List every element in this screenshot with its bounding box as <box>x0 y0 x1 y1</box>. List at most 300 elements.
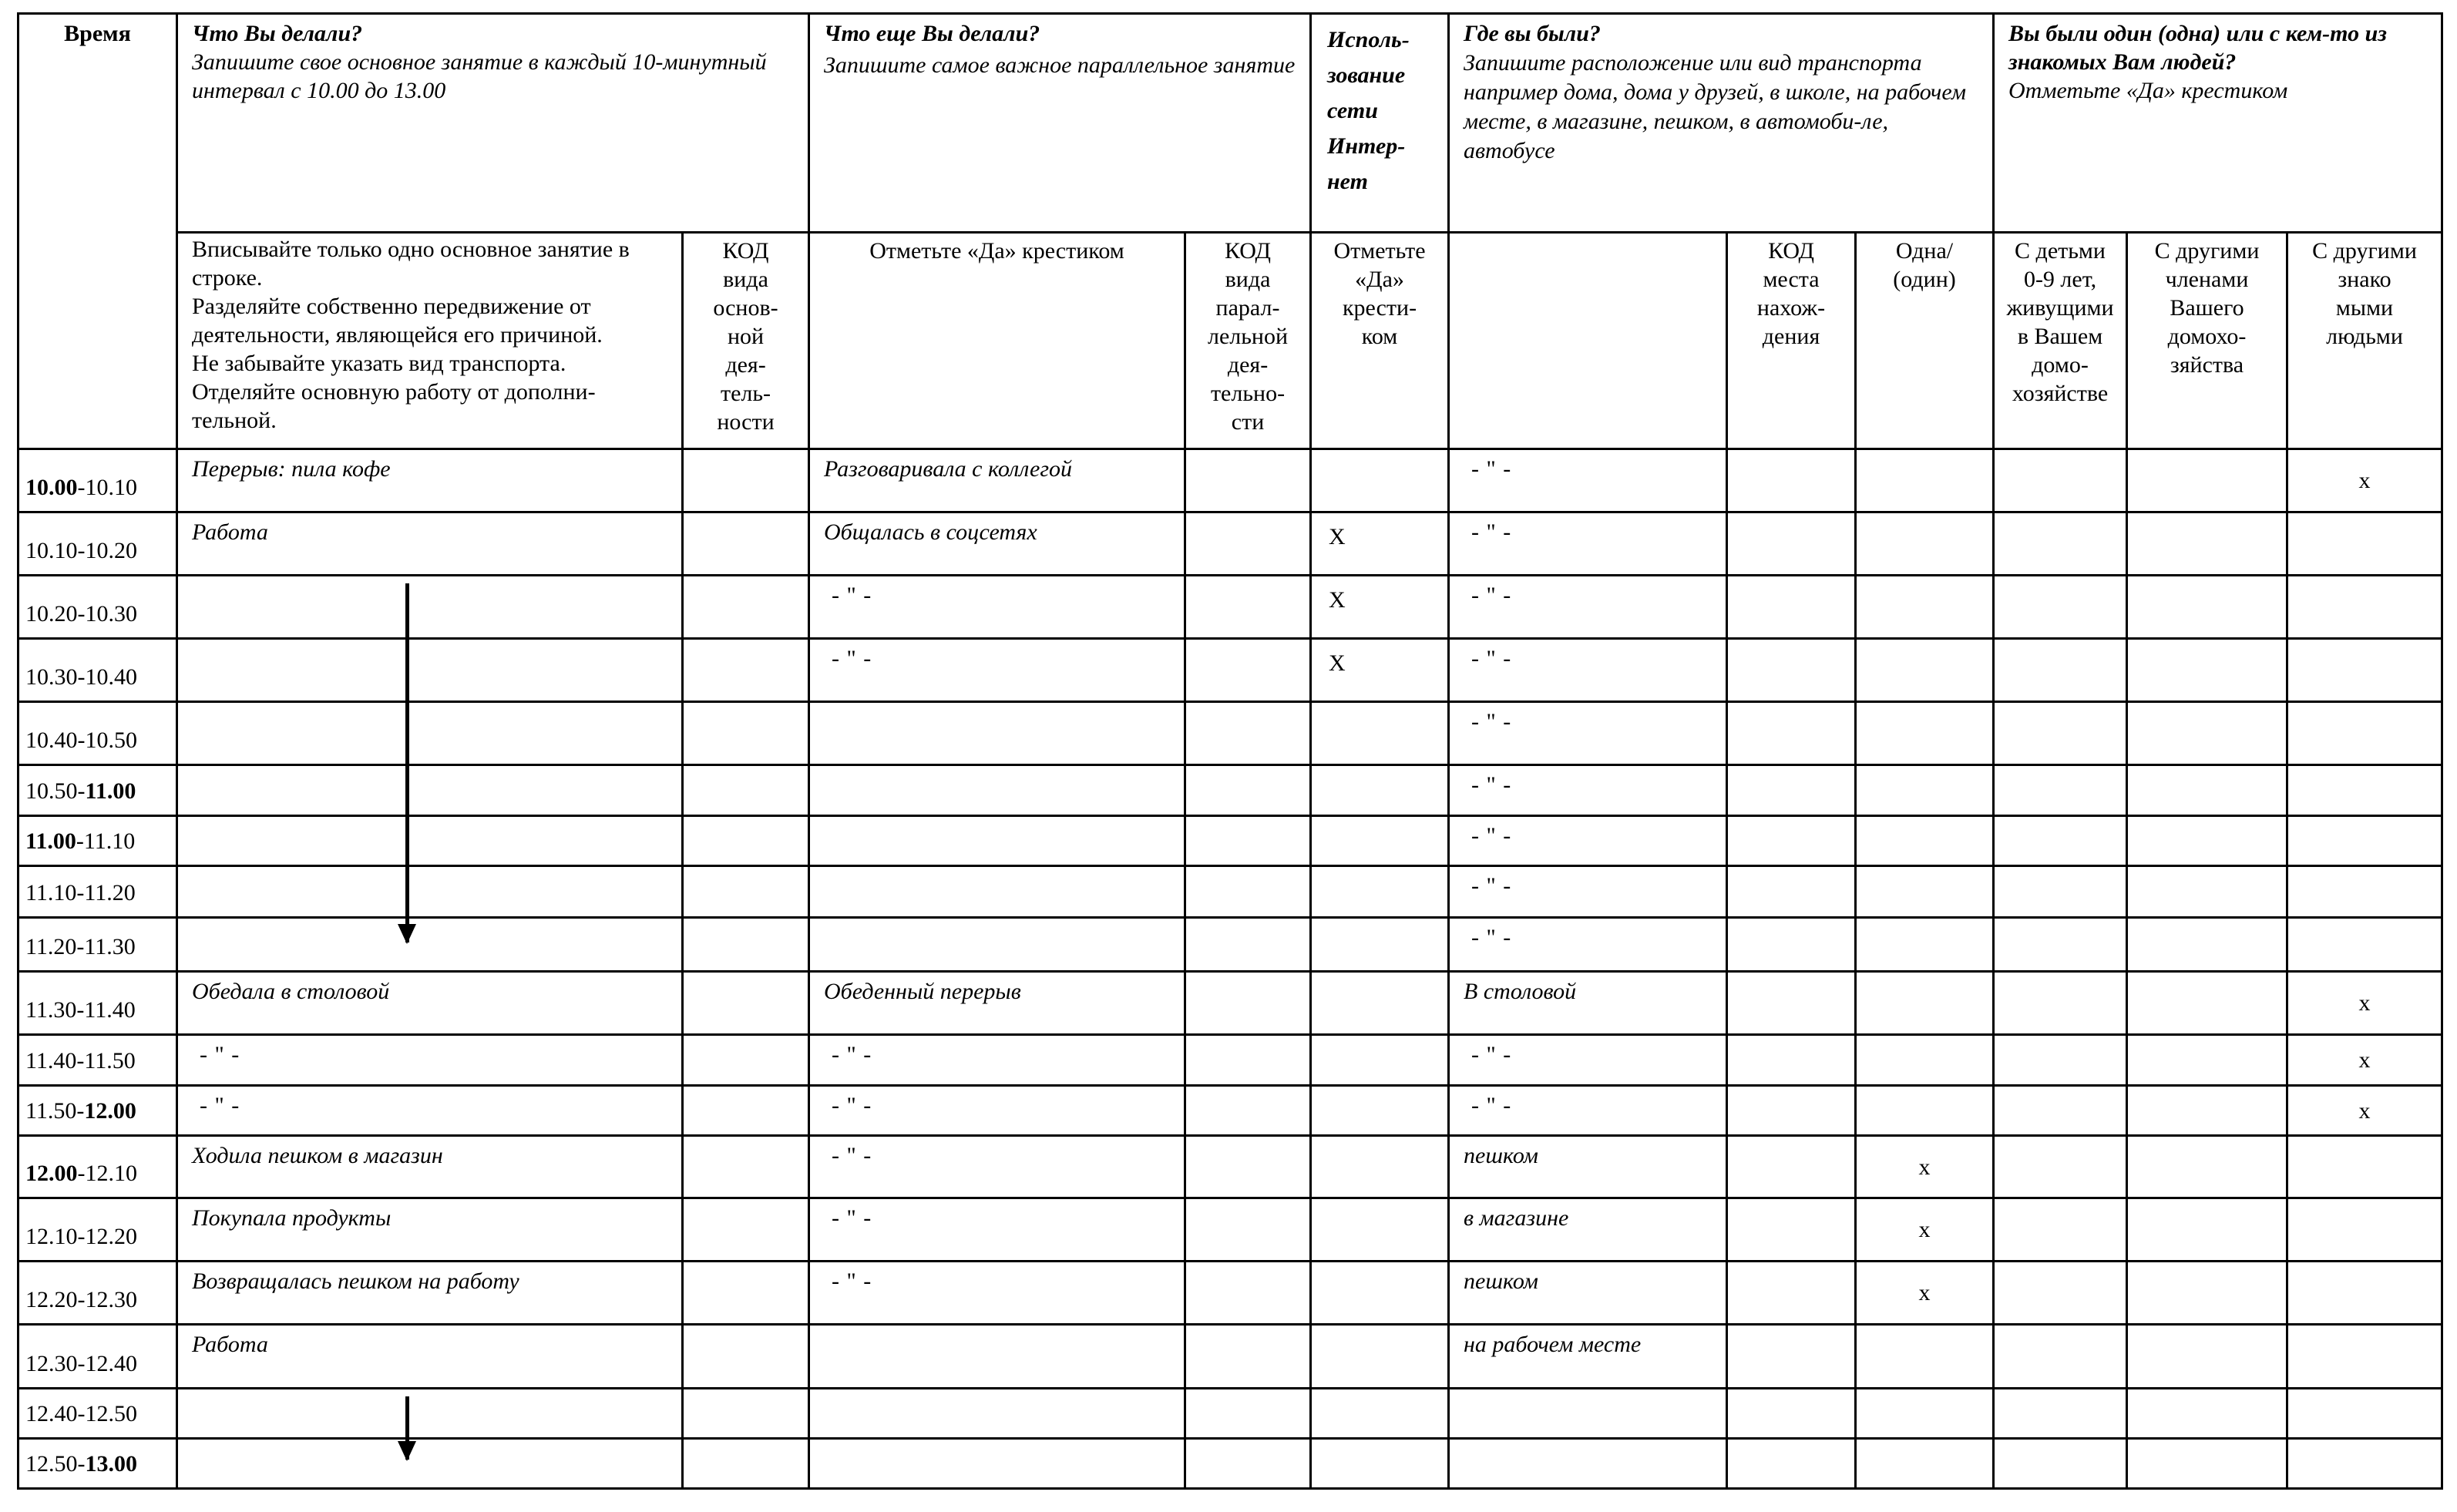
main-activity-code-cell[interactable] <box>683 576 809 639</box>
company-household-cell[interactable] <box>2127 816 2287 866</box>
main-activity-cell[interactable] <box>177 512 683 576</box>
header-line: Исполь- <box>1327 27 1410 52</box>
parallel-activity-cell[interactable] <box>809 1325 1185 1389</box>
parallel-activity-text: - " - <box>832 583 872 608</box>
parallel-activity-text: - " - <box>832 1205 872 1231</box>
parallel-activity-code-cell[interactable] <box>1185 918 1311 972</box>
time-end: 10.20 <box>85 538 137 563</box>
location-cell[interactable] <box>1449 449 1727 512</box>
time-end: 12.00 <box>84 1098 136 1124</box>
parallel-activity-cell[interactable] <box>809 1086 1185 1136</box>
location-cell[interactable] <box>1449 576 1727 639</box>
main-activity-code-cell[interactable] <box>683 1198 809 1262</box>
company-alone-cell[interactable] <box>1856 866 1994 918</box>
company-household-cell[interactable] <box>2127 1262 2287 1325</box>
company-desc: Отметьте «Да» крестиком <box>2008 78 2288 103</box>
company-household-cell[interactable] <box>2127 1136 2287 1198</box>
parallel-activity-text: Обеденный перерыв <box>824 979 1021 1004</box>
location-cell[interactable] <box>1449 1325 1727 1389</box>
parallel-activity-cell[interactable] <box>809 1262 1185 1325</box>
time-start: 11.40 <box>25 1048 77 1074</box>
time-interval <box>25 536 176 574</box>
header-line: Интер- <box>1327 133 1406 159</box>
time-separator: - <box>77 1224 86 1249</box>
main-activity-code-cell[interactable] <box>683 972 809 1035</box>
time-separator: - <box>76 1048 85 1074</box>
parallel-activity-cell[interactable] <box>809 1198 1185 1262</box>
time-end: 10.50 <box>85 727 137 753</box>
company-household-cell[interactable] <box>2127 576 2287 639</box>
time-separator: - <box>77 1287 86 1312</box>
company-mark: x <box>2358 468 2371 493</box>
internet-cell[interactable] <box>1311 1198 1449 1262</box>
company-household-cell[interactable] <box>2127 1325 2287 1389</box>
parallel-activity-code-cell[interactable] <box>1185 1439 1311 1489</box>
location-code-cell[interactable] <box>1727 702 1856 765</box>
company-alone-cell[interactable] <box>1856 702 1994 765</box>
company-children-cell[interactable] <box>1994 576 2127 639</box>
location-text: - " - <box>1471 456 1512 482</box>
main-activity-code-cell[interactable] <box>683 1439 809 1489</box>
time-interval <box>25 663 176 701</box>
header-line: 0-9 лет, <box>2023 267 2097 292</box>
company-acquaintances-cell[interactable] <box>2287 1086 2442 1136</box>
location-cell[interactable] <box>1449 1389 1727 1439</box>
time-end: 11.00 <box>85 778 136 804</box>
internet-cell[interactable] <box>1311 449 1449 512</box>
main-activity-cell[interactable] <box>177 1035 683 1086</box>
main-activity-title: Что Вы делали? <box>192 21 363 46</box>
location-text: - " - <box>1471 646 1512 671</box>
main-activity-code-label <box>684 237 808 436</box>
header-line: домо- <box>2032 352 2089 378</box>
company-acquaintances-cell[interactable] <box>2287 816 2442 866</box>
table-row <box>18 1136 2442 1198</box>
internet-mark: X <box>1329 524 1346 549</box>
main-activity-code-cell[interactable] <box>683 1389 809 1439</box>
location-cell[interactable] <box>1449 1262 1727 1325</box>
internet-cell[interactable] <box>1311 918 1449 972</box>
company-acquaintances-cell[interactable] <box>2287 1198 2442 1262</box>
parallel-activity-code-cell[interactable] <box>1185 1198 1311 1262</box>
internet-cell[interactable] <box>1311 1262 1449 1325</box>
location-cell[interactable] <box>1449 1439 1727 1489</box>
table-row <box>18 639 2442 702</box>
time-separator: - <box>77 1401 86 1426</box>
company-alone-cell[interactable] <box>1856 1136 1994 1198</box>
main-activity-code-cell[interactable] <box>683 1035 809 1086</box>
parallel-activity-code-cell[interactable] <box>1185 1035 1311 1086</box>
time-separator: - <box>77 1351 86 1376</box>
main-activity-code-cell[interactable] <box>683 1262 809 1325</box>
internet-cell[interactable] <box>1311 866 1449 918</box>
header-line: мыми <box>2335 295 2394 321</box>
parallel-activity-cell[interactable] <box>809 639 1185 702</box>
header-line: хозяйстве <box>2012 381 2109 406</box>
parallel-activity-code-cell[interactable] <box>1185 866 1311 918</box>
location-code-cell[interactable] <box>1727 576 1856 639</box>
location-code-cell[interactable] <box>1727 972 1856 1035</box>
main-activity-cell[interactable] <box>177 1198 683 1262</box>
main-activity-cell[interactable] <box>177 702 683 765</box>
company-alone-cell[interactable] <box>1856 639 1994 702</box>
location-code-cell[interactable] <box>1727 918 1856 972</box>
main-activity-cell[interactable] <box>177 449 683 512</box>
header-line: Вашего <box>2170 295 2244 321</box>
main-activity-code-header <box>683 233 809 449</box>
internet-cell[interactable] <box>1311 765 1449 816</box>
internet-cell[interactable] <box>1311 1136 1449 1198</box>
parallel-activity-code-cell[interactable] <box>1185 449 1311 512</box>
time-end: 10.10 <box>85 475 137 500</box>
company-alone-cell[interactable] <box>1856 918 1994 972</box>
time-start: 11.30 <box>25 997 77 1023</box>
company-household-cell[interactable] <box>2127 866 2287 918</box>
main-activity-cell[interactable] <box>177 972 683 1035</box>
company-mark: x <box>1918 1217 1931 1242</box>
location-code-cell[interactable] <box>1727 512 1856 576</box>
main-activity-cell[interactable] <box>177 1325 683 1389</box>
parallel-activity-code-cell[interactable] <box>1185 1136 1311 1198</box>
parallel-activity-code-cell[interactable] <box>1185 512 1311 576</box>
internet-instruction-text <box>1312 237 1447 351</box>
company-acquaintances-cell[interactable] <box>2287 1389 2442 1439</box>
main-activity-code-cell[interactable] <box>683 765 809 816</box>
main-activity-cell[interactable] <box>177 918 683 972</box>
location-cell[interactable] <box>1449 1198 1727 1262</box>
location-text: - " - <box>1471 772 1512 798</box>
time-separator: - <box>77 664 86 690</box>
header-time-label: Время <box>64 21 131 46</box>
header-line: Отделяйте основную работу от дополни-тельной. <box>192 379 596 433</box>
company-household-cell[interactable] <box>2127 1198 2287 1262</box>
company-household-cell[interactable] <box>2127 639 2287 702</box>
header-line: лельной <box>1207 324 1289 349</box>
main-activity-code-cell[interactable] <box>683 1325 809 1389</box>
main-activity-code-cell[interactable] <box>683 512 809 576</box>
internet-cell[interactable] <box>1311 1086 1449 1136</box>
location-code-cell[interactable] <box>1727 449 1856 512</box>
company-alone-cell[interactable] <box>1856 816 1994 866</box>
main-activity-cell[interactable] <box>177 639 683 702</box>
parallel-activity-text: - " - <box>832 1268 872 1294</box>
internet-cell[interactable] <box>1311 972 1449 1035</box>
parallel-activity-cell[interactable] <box>809 765 1185 816</box>
parallel-activity-code-cell[interactable] <box>1185 1389 1311 1439</box>
company-children-cell[interactable] <box>1994 765 2127 816</box>
company-acquaintances-cell[interactable] <box>2287 702 2442 765</box>
header-line: зование <box>1327 62 1406 88</box>
company-children-cell[interactable] <box>1994 512 2127 576</box>
time-start: 11.10 <box>25 880 77 906</box>
parallel-activity-cell[interactable] <box>809 512 1185 576</box>
main-activity-code-cell[interactable] <box>683 1086 809 1136</box>
company-alone-cell[interactable] <box>1856 972 1994 1035</box>
header-line: членами <box>2165 267 2249 292</box>
company-children-cell[interactable] <box>1994 1439 2127 1489</box>
location-cell[interactable] <box>1449 918 1727 972</box>
location-text: - " - <box>1471 823 1512 848</box>
time-cell <box>18 512 177 576</box>
main-activity-code-cell[interactable] <box>683 639 809 702</box>
company-household-cell[interactable] <box>2127 1086 2287 1136</box>
main-activity-code-cell[interactable] <box>683 1136 809 1198</box>
main-activity-cell[interactable] <box>177 1086 683 1136</box>
internet-cell[interactable] <box>1311 702 1449 765</box>
header-line: ной <box>727 324 765 349</box>
company-acquaintances-cell[interactable] <box>2287 576 2442 639</box>
company-alone-cell[interactable] <box>1856 1086 1994 1136</box>
main-activity-cell[interactable] <box>177 1439 683 1489</box>
company-acquaintances-cell[interactable] <box>2287 866 2442 918</box>
time-separator: - <box>76 934 85 959</box>
parallel-activity-code-cell[interactable] <box>1185 576 1311 639</box>
company-household-label <box>2128 237 2286 379</box>
location-code-cell[interactable] <box>1727 1035 1856 1086</box>
main-activity-code-cell[interactable] <box>683 449 809 512</box>
time-end: 12.20 <box>85 1224 137 1249</box>
location-text: - " - <box>1471 583 1512 608</box>
time-cell <box>18 816 177 866</box>
time-start: 11.50 <box>25 1098 77 1124</box>
company-children-cell[interactable] <box>1994 1262 2127 1325</box>
company-children-cell[interactable] <box>1994 449 2127 512</box>
company-alone-cell[interactable] <box>1856 765 1994 816</box>
company-alone-cell[interactable] <box>1856 449 1994 512</box>
header-line: ности <box>717 409 775 435</box>
main-activity-cell[interactable] <box>177 816 683 866</box>
company-household-cell[interactable] <box>2127 702 2287 765</box>
header-line: тельно- <box>1210 381 1286 406</box>
parallel-activity-cell[interactable] <box>809 576 1185 639</box>
location-code-cell[interactable] <box>1727 1198 1856 1262</box>
header-line: людьми <box>2326 324 2403 349</box>
parallel-activity-cell[interactable] <box>809 702 1185 765</box>
time-cell <box>18 1136 177 1198</box>
main-activity-text: Работа <box>192 1332 268 1357</box>
location-cell[interactable] <box>1449 702 1727 765</box>
parallel-activity-cell[interactable] <box>809 866 1185 918</box>
company-household-cell[interactable] <box>2127 972 2287 1035</box>
internet-mark: X <box>1329 650 1346 676</box>
company-acquaintances-cell[interactable] <box>2287 1136 2442 1198</box>
location-text: пешком <box>1464 1268 1538 1294</box>
company-children-cell[interactable] <box>1994 702 2127 765</box>
main-activity-cell[interactable] <box>177 1136 683 1198</box>
parallel-activity-cell[interactable] <box>809 972 1185 1035</box>
company-acquaintances-cell[interactable] <box>2287 765 2442 816</box>
internet-cell[interactable] <box>1311 1035 1449 1086</box>
time-end: 10.30 <box>85 601 137 627</box>
time-start: 10.20 <box>25 601 78 627</box>
location-code-cell[interactable] <box>1727 1262 1856 1325</box>
parallel-activity-text: Общалась в соцсетях <box>824 519 1037 545</box>
company-children-cell[interactable] <box>1994 639 2127 702</box>
location-code-cell[interactable] <box>1727 1136 1856 1198</box>
internet-cell[interactable] <box>1311 639 1449 702</box>
internet-cell[interactable] <box>1311 576 1449 639</box>
parallel-activity-cell[interactable] <box>809 1389 1185 1439</box>
main-activity-cell[interactable] <box>177 1389 683 1439</box>
company-children-cell[interactable] <box>1994 1136 2127 1198</box>
company-alone-cell[interactable] <box>1856 512 1994 576</box>
company-acquaintances-cell[interactable] <box>2287 1439 2442 1489</box>
company-alone-cell[interactable] <box>1856 1198 1994 1262</box>
main-activity-instruction-text <box>192 235 671 435</box>
main-activity-text: Перерыв: пила кофе <box>192 456 391 482</box>
location-cell[interactable] <box>1449 1086 1727 1136</box>
internet-cell[interactable] <box>1311 512 1449 576</box>
location-cell[interactable] <box>1449 512 1727 576</box>
company-children-cell[interactable] <box>1994 918 2127 972</box>
company-children-cell[interactable] <box>1994 972 2127 1035</box>
company-alone-cell[interactable] <box>1856 1389 1994 1439</box>
company-alone-cell[interactable] <box>1856 576 1994 639</box>
company-household-cell[interactable] <box>2127 765 2287 816</box>
parallel-activity-code-cell[interactable] <box>1185 702 1311 765</box>
time-start: 10.30 <box>25 664 78 690</box>
time-interval <box>25 932 176 970</box>
parallel-activity-code-cell[interactable] <box>1185 765 1311 816</box>
location-code-cell[interactable] <box>1727 1439 1856 1489</box>
company-acquaintances-header <box>2287 233 2442 449</box>
location-text: в магазине <box>1464 1205 1569 1231</box>
main-activity-code-cell[interactable] <box>683 866 809 918</box>
parallel-activity-text: - " - <box>832 1042 872 1067</box>
company-household-cell[interactable] <box>2127 918 2287 972</box>
company-children-cell[interactable] <box>1994 866 2127 918</box>
parallel-activity-code-label <box>1186 237 1309 436</box>
table-row <box>18 1086 2442 1136</box>
company-children-cell[interactable] <box>1994 1198 2127 1262</box>
parallel-activity-code-cell[interactable] <box>1185 816 1311 866</box>
main-activity-code-cell[interactable] <box>683 816 809 866</box>
company-acquaintances-cell[interactable] <box>2287 639 2442 702</box>
company-household-cell[interactable] <box>2127 1439 2287 1489</box>
company-household-cell[interactable] <box>2127 1035 2287 1086</box>
parallel-activity-code-cell[interactable] <box>1185 1262 1311 1325</box>
parallel-activity-cell[interactable] <box>809 1136 1185 1198</box>
location-cell[interactable] <box>1449 765 1727 816</box>
main-activity-cell[interactable] <box>177 765 683 816</box>
location-code-cell[interactable] <box>1727 866 1856 918</box>
company-acquaintances-cell[interactable] <box>2287 1262 2442 1325</box>
location-cell[interactable] <box>1449 1136 1727 1198</box>
parallel-activity-code-cell[interactable] <box>1185 1325 1311 1389</box>
company-children-cell[interactable] <box>1994 1325 2127 1389</box>
company-children-cell[interactable] <box>1994 816 2127 866</box>
header-parallel-activity <box>809 14 1311 233</box>
parallel-activity-code-cell[interactable] <box>1185 1086 1311 1136</box>
location-cell[interactable] <box>1449 1035 1727 1086</box>
company-children-cell[interactable] <box>1994 1035 2127 1086</box>
location-code-cell[interactable] <box>1727 639 1856 702</box>
parallel-activity-cell[interactable] <box>809 816 1185 866</box>
company-children-cell[interactable] <box>1994 1389 2127 1439</box>
header-line: (один) <box>1893 267 1956 292</box>
time-start: 12.50 <box>25 1451 78 1477</box>
company-acquaintances-cell[interactable] <box>2287 1325 2442 1389</box>
time-end: 11.30 <box>84 934 136 959</box>
time-interval <box>25 1222 176 1260</box>
internet-cell[interactable] <box>1311 1439 1449 1489</box>
location-code-cell[interactable] <box>1727 1086 1856 1136</box>
parallel-activity-cell[interactable] <box>809 918 1185 972</box>
location-text: - " - <box>1471 519 1512 545</box>
time-cell <box>18 866 177 918</box>
header-location <box>1449 14 1994 233</box>
company-alone-cell[interactable] <box>1856 1262 1994 1325</box>
location-cell[interactable] <box>1449 816 1727 866</box>
location-code-cell[interactable] <box>1727 816 1856 866</box>
company-household-cell[interactable] <box>2127 449 2287 512</box>
header-line: тель- <box>720 381 771 406</box>
company-mark: x <box>1918 1280 1931 1305</box>
company-alone-cell[interactable] <box>1856 1035 1994 1086</box>
time-end: 12.30 <box>85 1287 137 1312</box>
company-acquaintances-cell[interactable] <box>2287 449 2442 512</box>
company-acquaintances-cell[interactable] <box>2287 512 2442 576</box>
internet-cell[interactable] <box>1311 816 1449 866</box>
main-activity-code-cell[interactable] <box>683 918 809 972</box>
company-children-header <box>1994 233 2127 449</box>
location-code-cell[interactable] <box>1727 765 1856 816</box>
main-activity-cell[interactable] <box>177 866 683 918</box>
parallel-activity-cell[interactable] <box>809 1035 1185 1086</box>
header-line: «Да» <box>1355 267 1404 292</box>
header-line: ком <box>1361 324 1398 349</box>
location-text: - " - <box>1471 709 1512 734</box>
main-activity-cell[interactable] <box>177 1262 683 1325</box>
location-code-cell[interactable] <box>1727 1325 1856 1389</box>
company-alone-cell[interactable] <box>1856 1439 1994 1489</box>
time-start: 12.20 <box>25 1287 78 1312</box>
company-household-cell[interactable] <box>2127 1389 2287 1439</box>
time-start: 12.30 <box>25 1351 78 1376</box>
header-line: зяйства <box>2170 352 2244 378</box>
parallel-activity-code-cell[interactable] <box>1185 972 1311 1035</box>
location-cell[interactable] <box>1449 866 1727 918</box>
company-acquaintances-cell[interactable] <box>2287 972 2442 1035</box>
time-interval <box>25 996 176 1033</box>
company-acquaintances-cell[interactable] <box>2287 1035 2442 1086</box>
header-line: домохо- <box>2167 324 2247 349</box>
location-cell[interactable] <box>1449 972 1727 1035</box>
time-interval <box>25 1047 176 1084</box>
location-cell[interactable] <box>1449 639 1727 702</box>
company-alone-cell[interactable] <box>1856 1325 1994 1389</box>
time-interval <box>25 1159 176 1197</box>
company-children-cell[interactable] <box>1994 1086 2127 1136</box>
internet-cell[interactable] <box>1311 1325 1449 1389</box>
time-interval <box>25 1285 176 1323</box>
time-cell <box>18 1325 177 1389</box>
parallel-activity-cell[interactable] <box>809 1439 1185 1489</box>
main-activity-cell[interactable] <box>177 576 683 639</box>
company-household-cell[interactable] <box>2127 512 2287 576</box>
time-start: 10.50 <box>25 778 78 804</box>
location-code-cell[interactable] <box>1727 1389 1856 1439</box>
header-line: крести- <box>1342 295 1417 321</box>
table-row <box>18 1035 2442 1086</box>
parallel-activity-cell[interactable] <box>809 449 1185 512</box>
header-line: нет <box>1327 169 1368 194</box>
company-acquaintances-cell[interactable] <box>2287 918 2442 972</box>
internet-cell[interactable] <box>1311 1389 1449 1439</box>
parallel-activity-code-cell[interactable] <box>1185 639 1311 702</box>
main-activity-code-cell[interactable] <box>683 702 809 765</box>
arrow-down-icon <box>405 1396 409 1460</box>
